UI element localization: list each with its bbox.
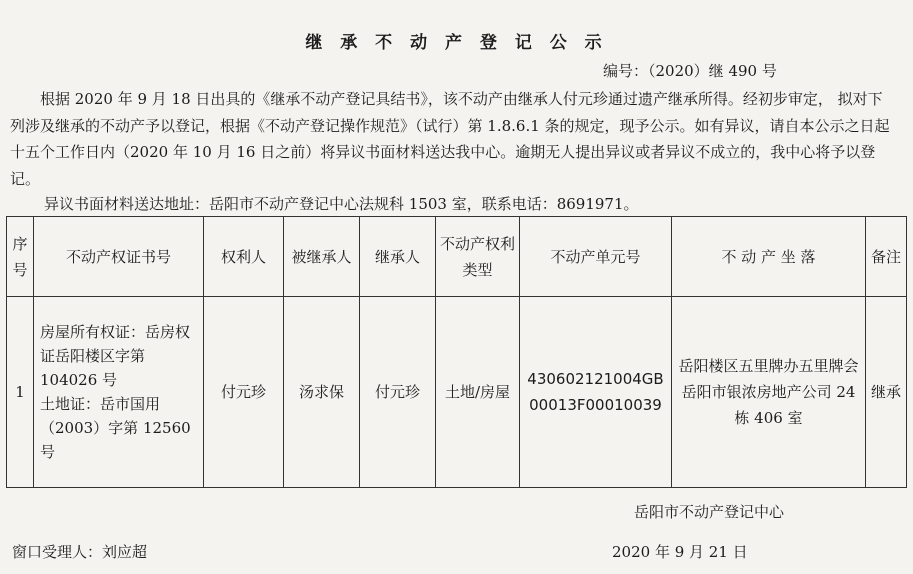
- header-remark: 备注: [866, 217, 907, 297]
- header-seq: 序号: [7, 217, 34, 297]
- cell-heir: 付元珍: [360, 297, 436, 488]
- cell-decedent: 汤求保: [284, 297, 360, 488]
- registration-table: [6, 216, 907, 488]
- header-owner: 权利人: [204, 217, 284, 297]
- header-cert-no: 不动产权证书号: [34, 217, 204, 297]
- notice-title: 继 承 不 动 产 登 记 公 示: [305, 33, 608, 53]
- table-row: [7, 297, 907, 488]
- header-location: 不 动 产 坐 落: [672, 217, 866, 297]
- document-number: 编号：（2020）继 490 号: [603, 62, 777, 80]
- header-decedent: 被继承人: [284, 217, 360, 297]
- cell-location: 岳阳楼区五里牌办五里牌会岳阳市银浓房地产公司 24 栋 406 室: [672, 297, 866, 488]
- cell-unit-no: 430602121004GB00013F00010039: [520, 297, 672, 488]
- notice-body: 根据 2020 年 9 月 18 日出具的《继承不动产登记具结书》，该不动产由继承人付元珍通过遗产继承所得。经初步审定， 拟对下列涉及继承的不动产予以登记，根据《不动产登记操作规范》（试行）第 1.8.6.1 条的规定，现予公示。如有异议，请自本公示之日起十五个工作日内（2020 年 10 月 16 日之前）将异议书面材料送达我中心。逾期无人提出异议或者异议不成立的，我中心将予以登记。: [10, 90, 890, 188]
- header-right-type: 不动产权利类型: [436, 217, 520, 297]
- cell-right-type: 土地/房屋: [436, 297, 520, 488]
- cell-owner: 付元珍: [204, 297, 284, 488]
- issue-date: 2020 年 9 月 21 日: [612, 543, 748, 561]
- window-receiver: 窗口受理人：刘应超: [12, 543, 148, 561]
- header-unit-no: 不动产单元号: [520, 217, 672, 297]
- cell-remark: 继承: [866, 297, 907, 488]
- header-heir: 继承人: [360, 217, 436, 297]
- table-header-row: [7, 217, 907, 297]
- objection-address: 异议书面材料送达地址：岳阳市不动产登记中心法规科 1503 室，联系电话：8691971。: [44, 195, 639, 213]
- cell-cert-no: 房屋所有权证：岳房权证岳阳楼区字第 104026 号 土地证：岳市国用（2003）字第 12560 号: [34, 297, 204, 488]
- issuer-name: 岳阳市不动产登记中心: [634, 503, 785, 521]
- cell-seq: 1: [7, 297, 34, 488]
